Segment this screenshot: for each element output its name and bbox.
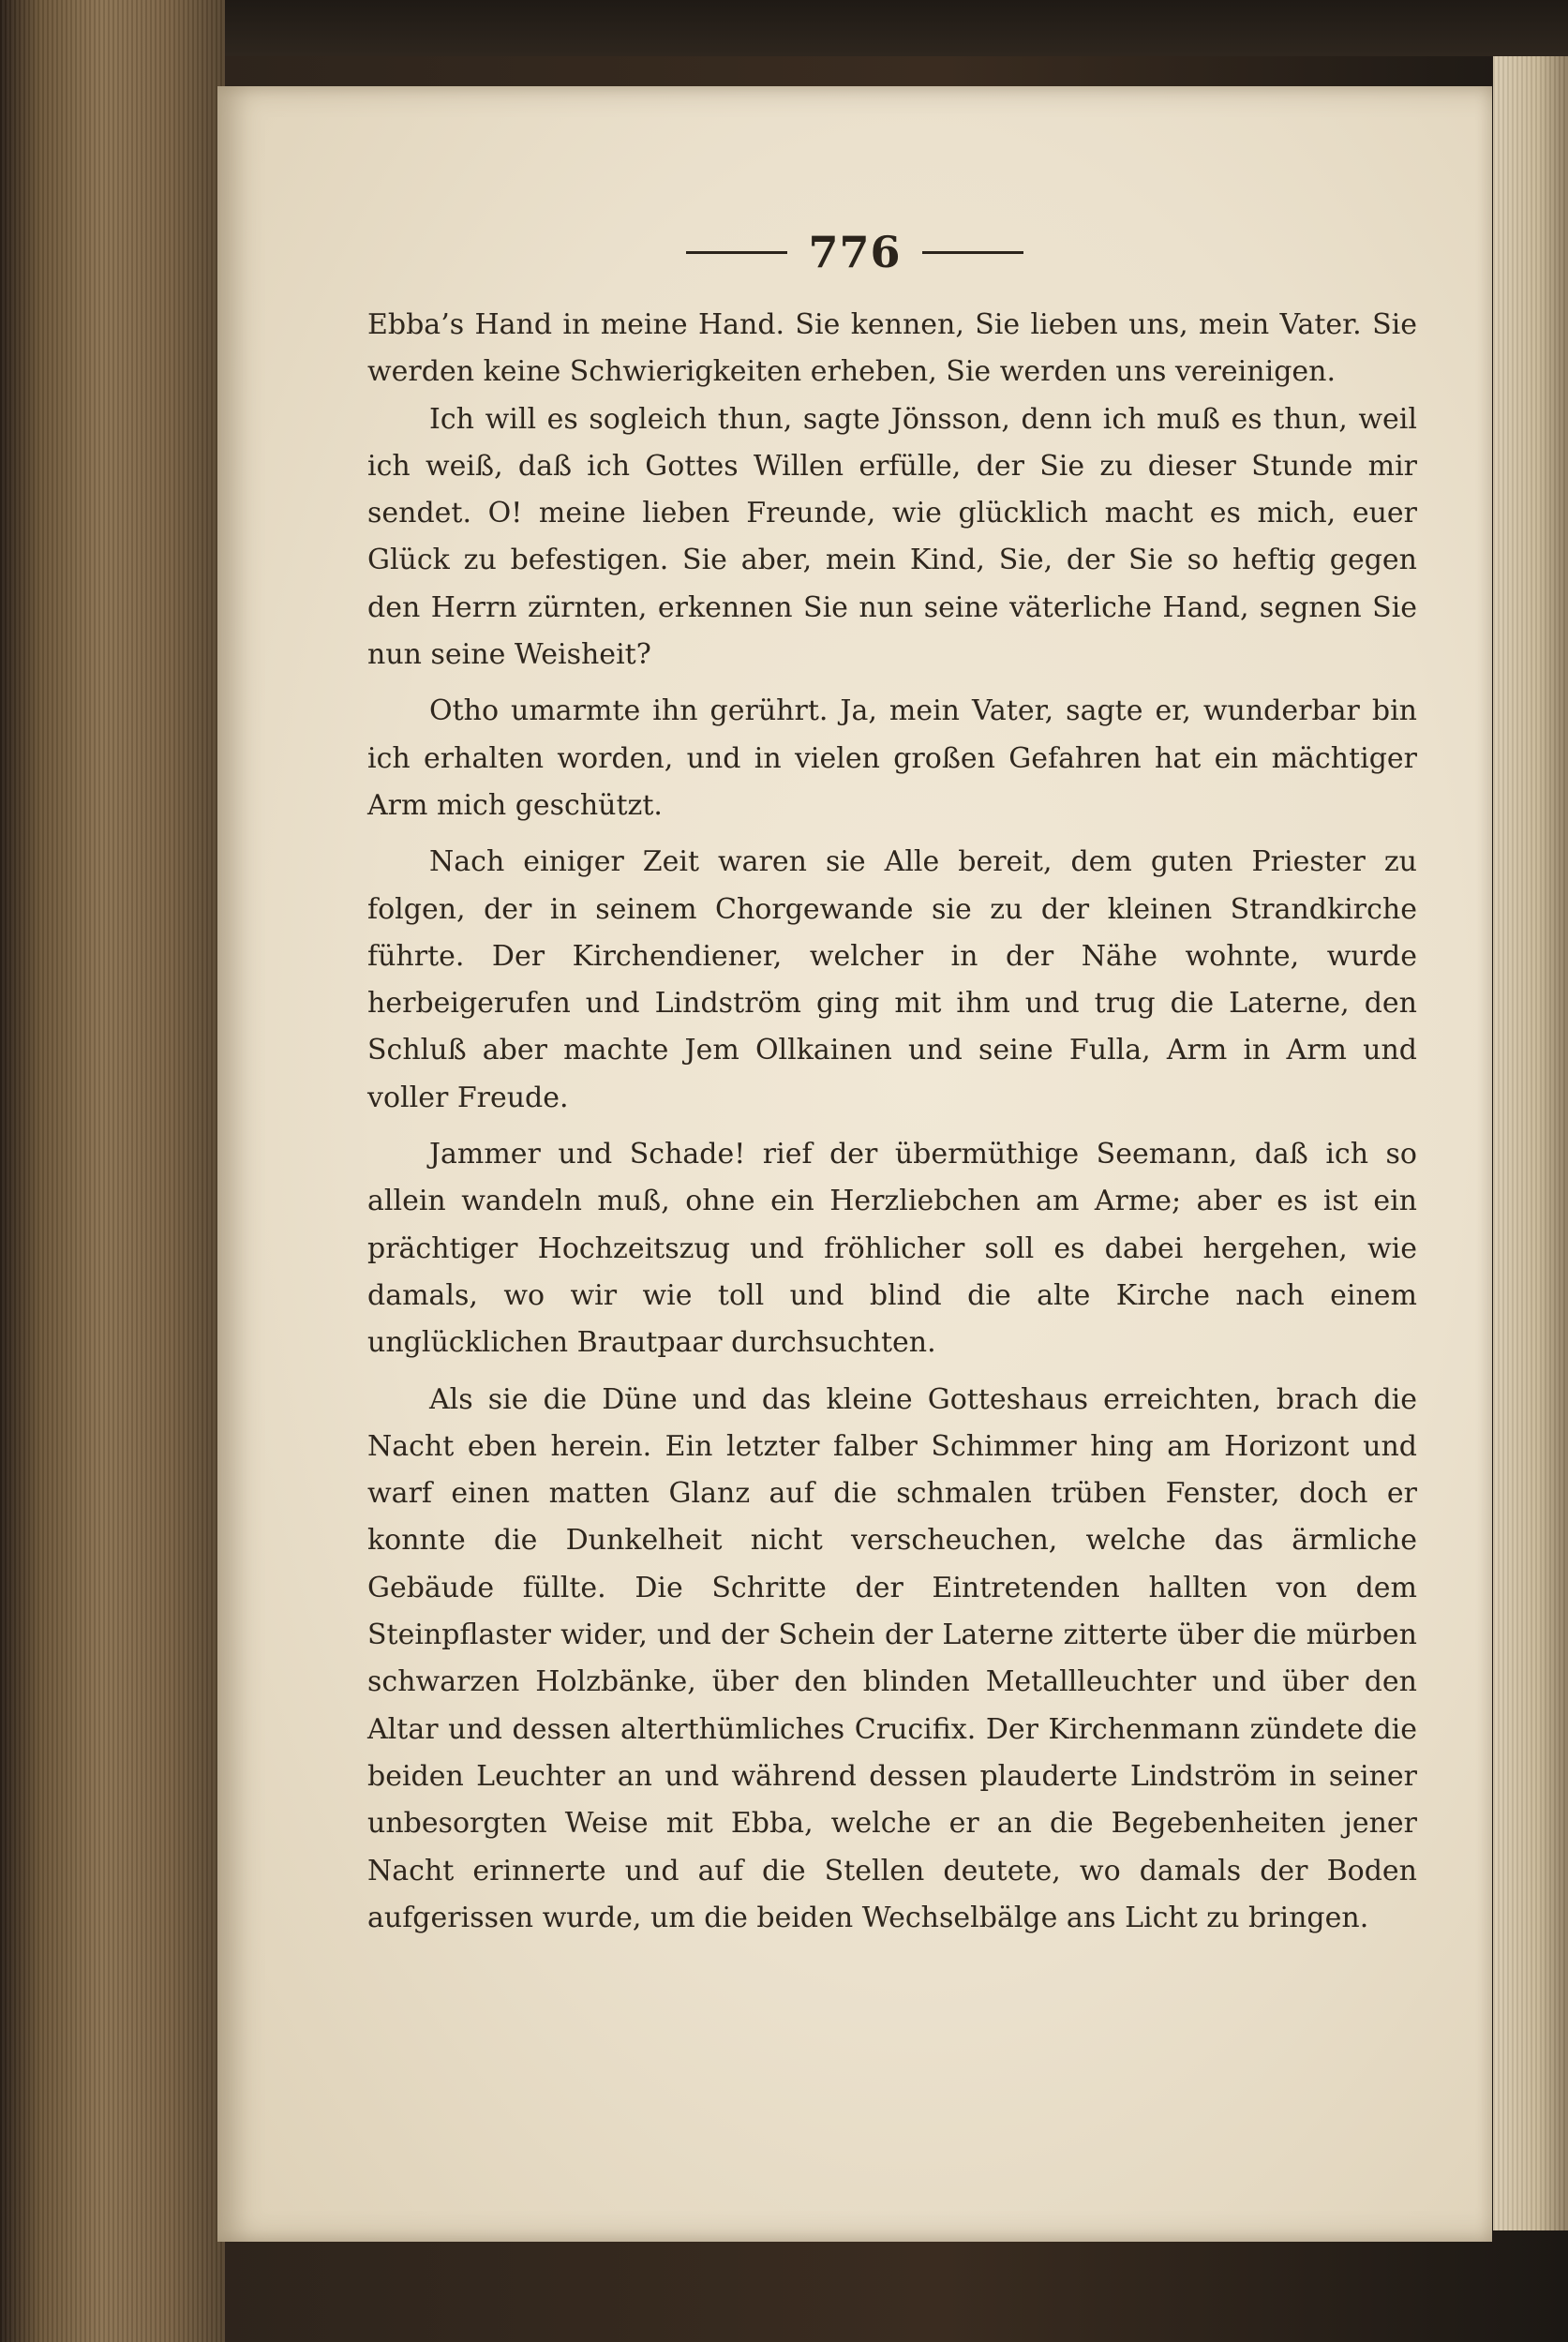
- book-page: [217, 86, 1492, 2242]
- page-header: [217, 227, 1492, 277]
- paragraph-5: Jammer und Schade! rief der übermüthige Seemann, daß ich so allein wandeln muß, ohne ein Herzliebchen am Arme; aber es ist ein prächtiger Hochzeitszug und fröhlicher soll es dabei hergehen, wie damals, wo wir wie toll und blind die alte Kirche nach einem unglücklichen Brautpaar durchsuchten.: [367, 1138, 1417, 1360]
- header-rule-right: [922, 251, 1023, 254]
- paragraph-2: Ich will es sogleich thun, sagte Jönsson, denn ich muß es thun, weil ich weiß, daß ich Gottes Willen erfülle, der Sie zu dieser Stunde mir sendet. O! meine lieben Freunde, wie glücklich macht es mich, euer Glück zu befestigen. Sie aber, mein Kind, Sie, der Sie so heftig gegen den Herrn zürnten, erkennen Sie nun seine väterliche Hand, segnen Sie nun seine Weisheit?: [367, 402, 1417, 672]
- paragraph-4: Nach einiger Zeit waren sie Alle bereit, dem guten Priester zu folgen, der in seinem Chorgewande sie zu der kleinen Strandkirche führte. Der Kirchendiener, welcher in der Nähe wohnte, wurde herbeigerufen und Lindström ging mit ihm und trug die Laterne, den Schluß aber machte Jem Ollkainen und seine Fulla, Arm in Arm und voller Freude.: [367, 845, 1417, 1114]
- book-page-edges-right: [1493, 56, 1568, 2230]
- header-rule-left: [686, 251, 787, 254]
- paragraph-6: Als sie die Düne und das kleine Gotteshaus erreichten, brach die Nacht eben herein. Ein letzter falber Schimmer hing am Horizont und warf einen matten Glanz auf die schmalen trüben Fenster, doch er konnte die Dunkelheit nicht verscheuchen, welche das ärmliche Gebäude füllte. Die Schritte der Eintretenden hallten von dem Steinpflaster wider, und der Schein der Laterne zitterte über die mürben schwarzen Holzbänke, über den blinden Metallleuchter und über den Altar und dessen alterthümliches Crucifix. Der Kirchenmann zündete die beiden Leuchter an und während dessen plauderte Lindström in seiner unbesorgten Weise mit Ebba, welche er an die Begebenheiten jener Nacht erinnerte und auf die Stellen deutete, wo damals der Boden aufgerissen wurde, um die beiden Wechselbälge ans Licht zu bringen.: [367, 1382, 1417, 1934]
- paragraph-1: Ebba’s Hand in meine Hand. Sie kennen, Sie lieben uns, mein Vater. Sie werden keine Schwierigkeiten erheben, Sie werden uns vereinigen.: [367, 308, 1417, 389]
- book-page-edges-left: [0, 0, 225, 2342]
- page-number: 776: [808, 227, 902, 277]
- body-text: [367, 302, 1417, 1942]
- book-cover-top: [0, 0, 1568, 56]
- paragraph-3: Otho umarmte ihn gerührt. Ja, mein Vater, sagte er, wunderbar bin ich erhalten worden, und in vielen großen Gefahren hat ein mächtiger Arm mich geschützt.: [367, 694, 1417, 822]
